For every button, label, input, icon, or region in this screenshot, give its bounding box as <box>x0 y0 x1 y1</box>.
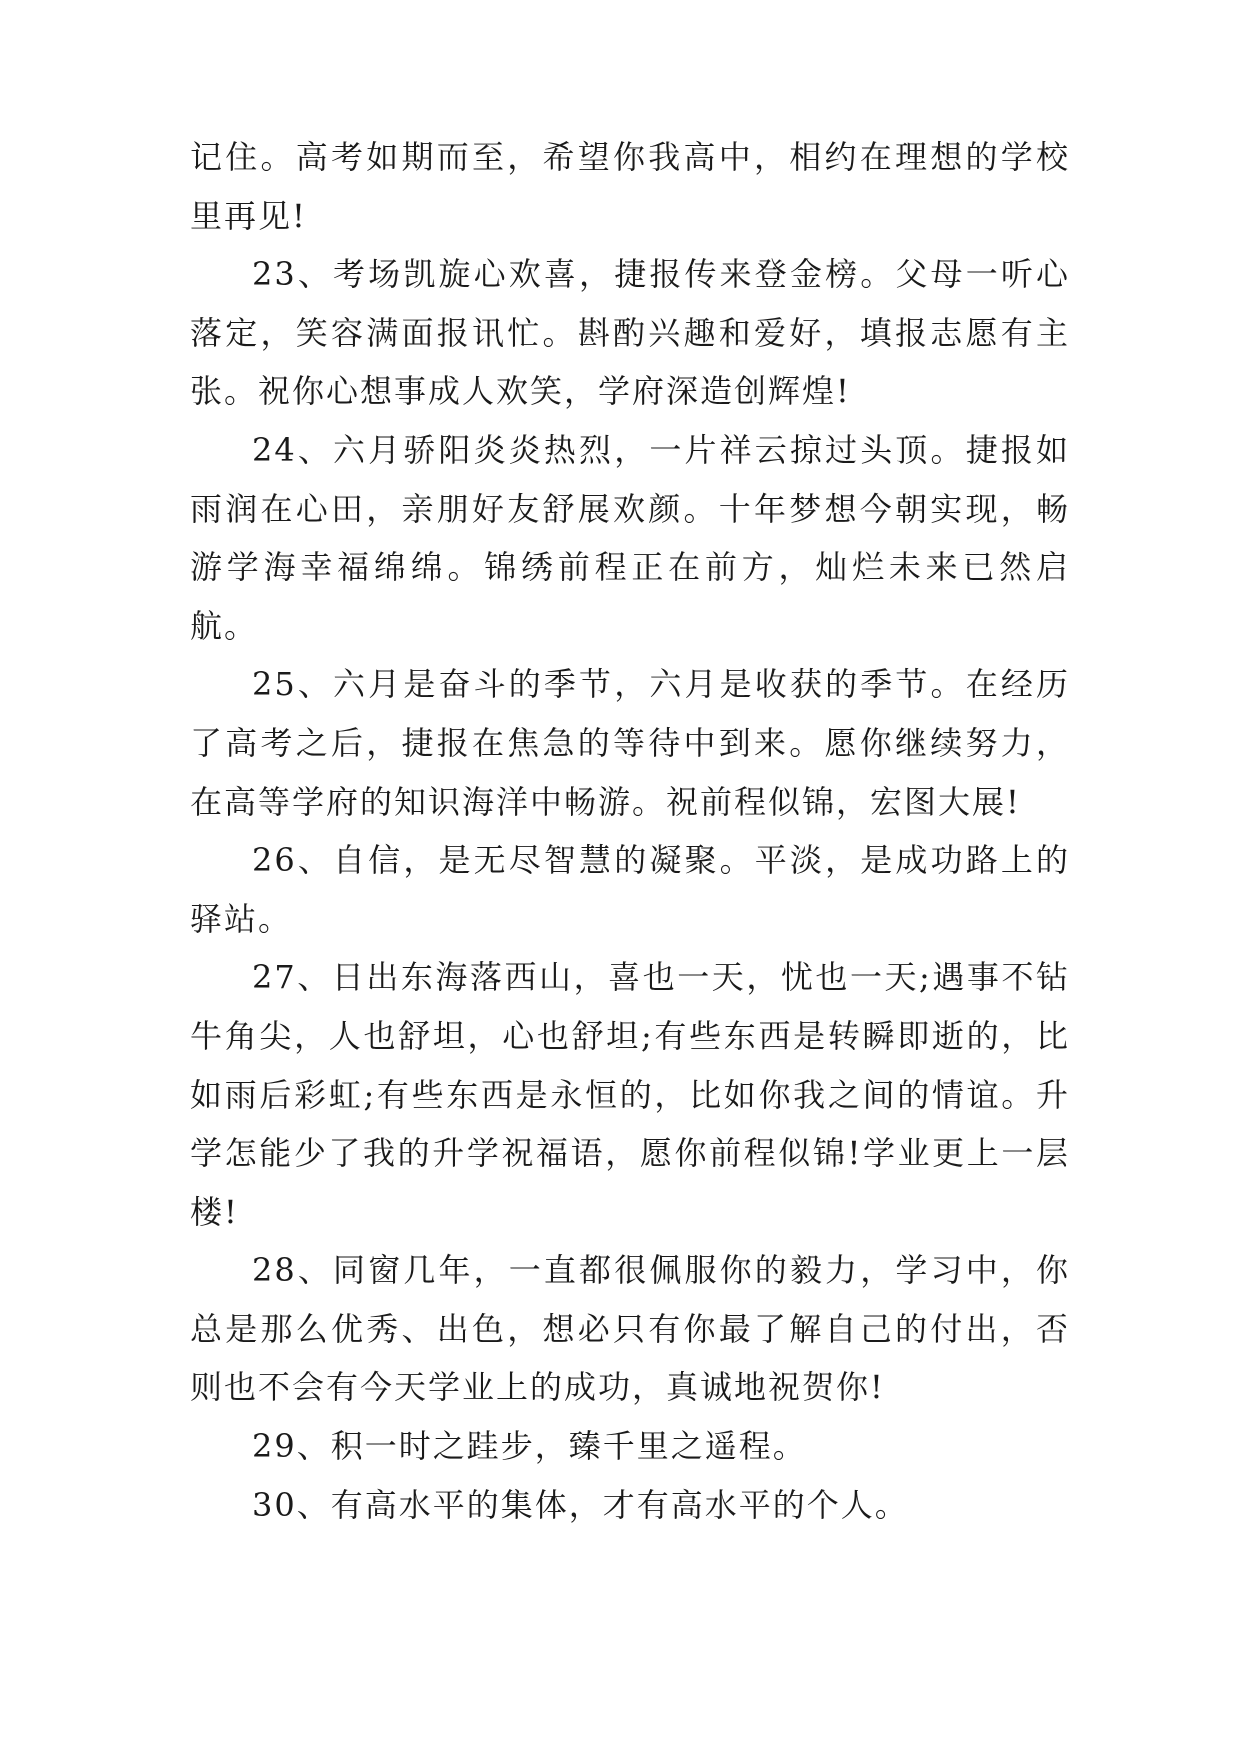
paragraph-24: 24、六月骄阳炎炎热烈，一片祥云掠过头顶。捷报如雨润在心田，亲朋好友舒展欢颜。十年梦想今朝实现，畅游学海幸福绵绵。锦绣前程正在前方，灿烂未来已然启航。 <box>190 430 1070 645</box>
paragraph-23: 23、考场凯旋心欢喜，捷报传来登金榜。父母一听心落定，笑容满面报讯忙。斟酌兴趣和爱好，填报志愿有主张。祝你心想事成人欢笑，学府深造创辉煌! <box>190 255 1070 411</box>
paragraph-25: 25、六月是奋斗的季节，六月是收获的季节。在经历了高考之后，捷报在焦急的等待中到来。愿你继续努力，在高等学府的知识海洋中畅游。祝前程似锦，宏图大展! <box>190 665 1070 821</box>
paragraph-30: 30、有高水平的集体，才有高水平的个人。 <box>252 1485 909 1524</box>
paragraph-continued: 记住。高考如期而至，希望你我高中，相约在理想的学校里再见! <box>190 138 1070 235</box>
paragraph-28: 28、同窗几年，一直都很佩服你的毅力，学习中，你总是那么优秀、出色，想必只有你最了解自己的付出，否则也不会有今天学业上的成功，真诚地祝贺你! <box>190 1251 1070 1407</box>
paragraph-27: 27、日出东海落西山，喜也一天，忧也一天;遇事不钻牛角尖，人也舒坦，心也舒坦;有些东西是转瞬即逝的，比如雨后彩虹;有些东西是永恒的，比如你我之间的情谊。升学怎能少了我的升学祝福语，愿你前程似锦!学业更上一层楼! <box>190 958 1070 1231</box>
paragraph-26: 26、自信，是无尽智慧的凝聚。平淡，是成功路上的驿站。 <box>190 841 1070 938</box>
document-page <box>190 128 1070 1534</box>
paragraph-29: 29、积一时之跬步，臻千里之遥程。 <box>252 1427 807 1466</box>
